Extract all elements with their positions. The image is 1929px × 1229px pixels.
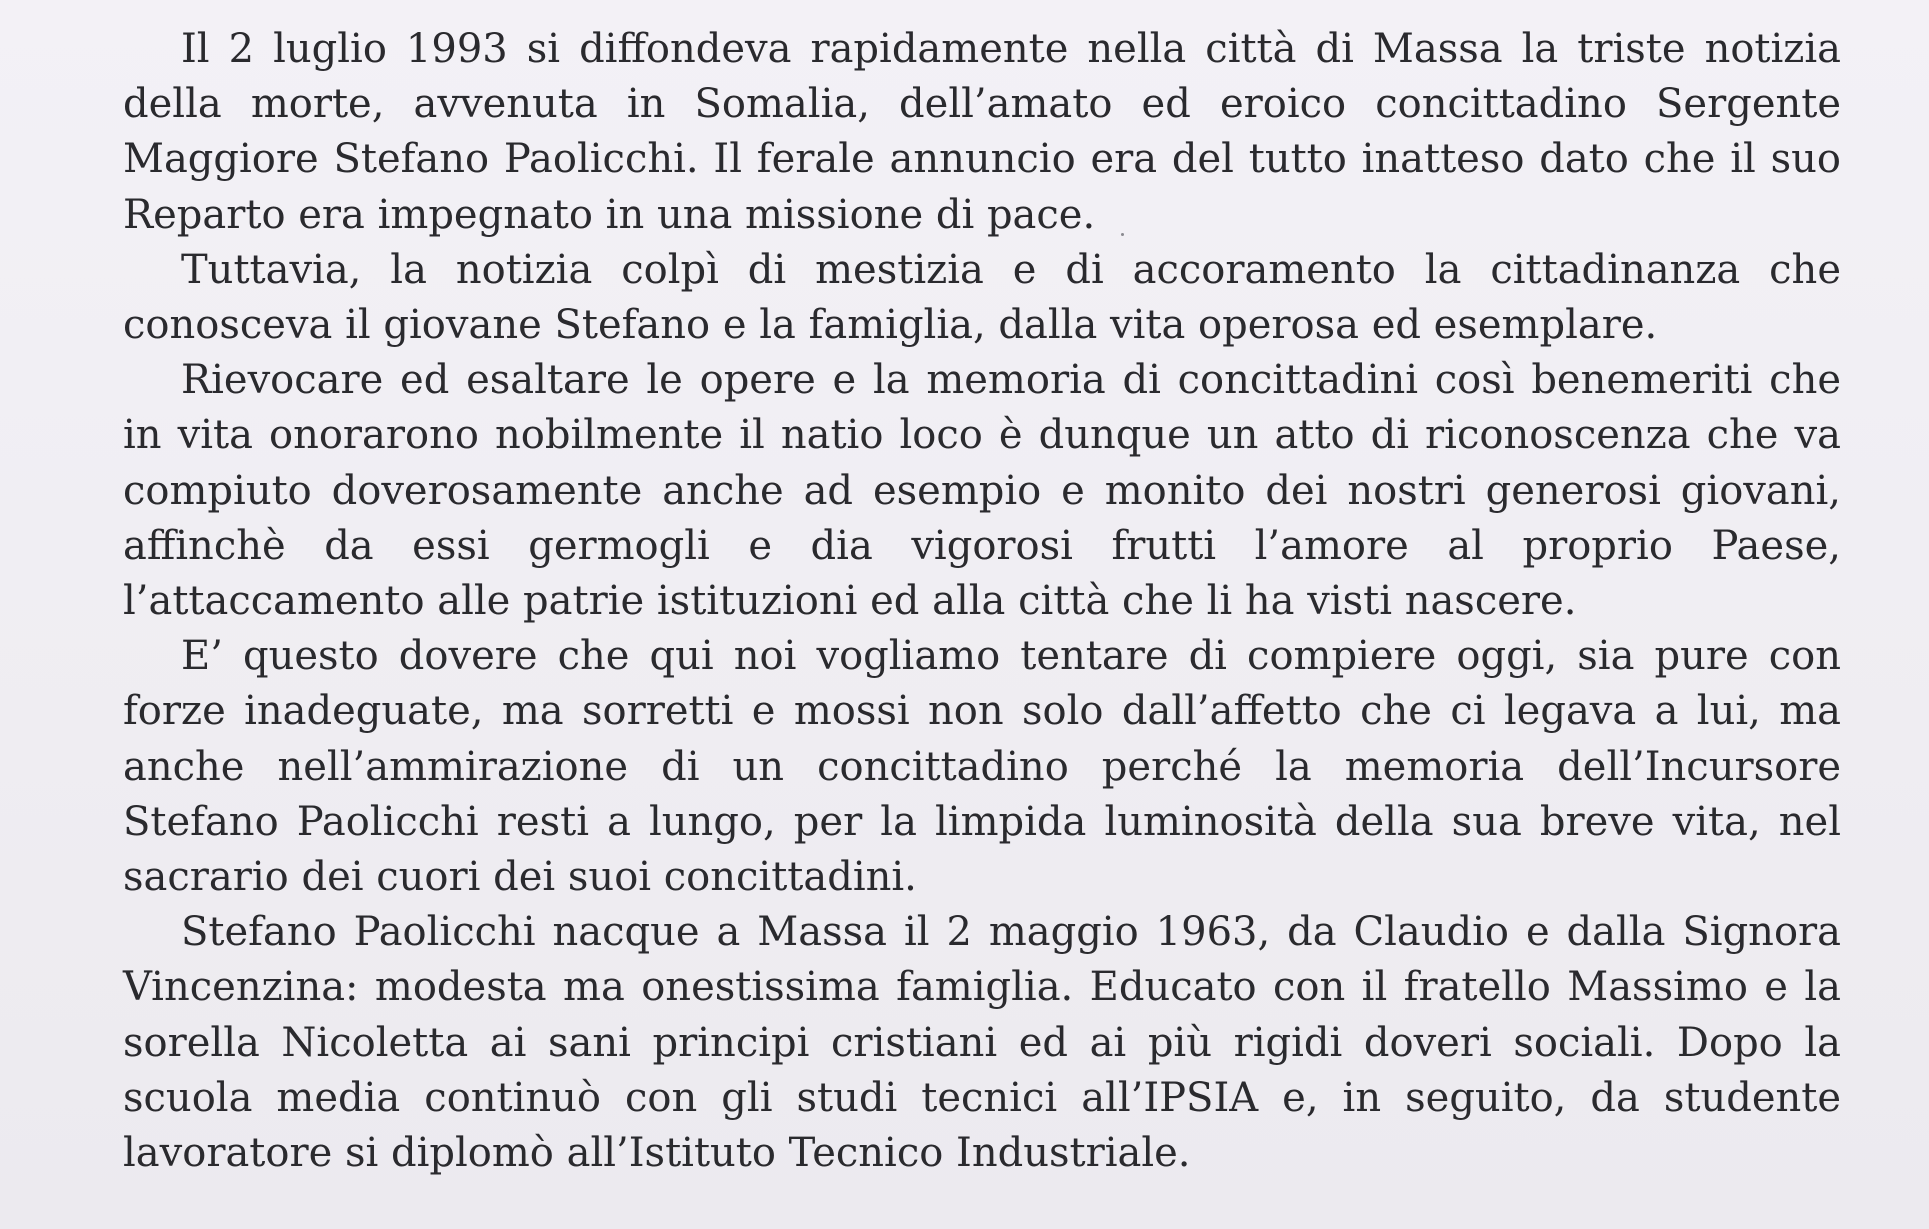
paragraph-4: E’ questo dovere che qui noi vogliamo tentare di compiere oggi, sia pure con forze inadeguate, ma sorretti e mossi non solo dall’affetto che ci legava a lui, ma anche nell’ammirazione di un concittadino perché la memoria dell’Incursore Stefano Paolicchi resti a lungo, per la limpida luminosità della sua breve vita, nel sacrario dei cuori dei suoi concittadini. bbox=[123, 633, 1841, 901]
paragraph-1: Il 2 luglio 1993 si diffondeva rapidamente nella città di Massa la triste notizia della morte, avvenuta in Somalia, dell’amato ed eroico concittadino Sergente Maggiore Stefano Paolicchi. Il ferale annuncio era del tutto inatteso dato che il suo Reparto era impegnato in una missione di pace. bbox=[123, 26, 1841, 238]
document-body bbox=[123, 22, 1841, 1181]
paragraph-5: Stefano Paolicchi nacque a Massa il 2 maggio 1963, da Claudio e dalla Signora Vincenzina: modesta ma onestissima famiglia. Educato con il fratello Massimo e la sorella Nicoletta ai sani principi cristiani ed ai più rigidi doveri sociali. Dopo la scuola media continuò con gli studi tecnici all’IPSIA e, in seguito, da studente lavoratore si diplomò all’Istituto Tecnico Industriale. bbox=[123, 909, 1841, 1177]
paragraph-2: Tuttavia, la notizia colpì di mestizia e di accoramento la cittadinanza che conosceva il giovane Stefano e la famiglia, dalla vita operosa ed esemplare. bbox=[123, 246, 1841, 349]
scan-speck bbox=[1121, 233, 1124, 236]
paragraph-3: Rievocare ed esaltare le opere e la memoria di concittadini così benemeriti che in vita onorarono nobilmente il natio loco è dunque un atto di riconoscenza che va compiuto doverosamente anche ad esempio e monito dei nostri generosi giovani, affinchè da essi germogli e dia vigorosi frutti l’amore al proprio Paese, l’attaccamento alle patrie istituzioni ed alla città che li ha visti nascere. bbox=[123, 357, 1841, 625]
